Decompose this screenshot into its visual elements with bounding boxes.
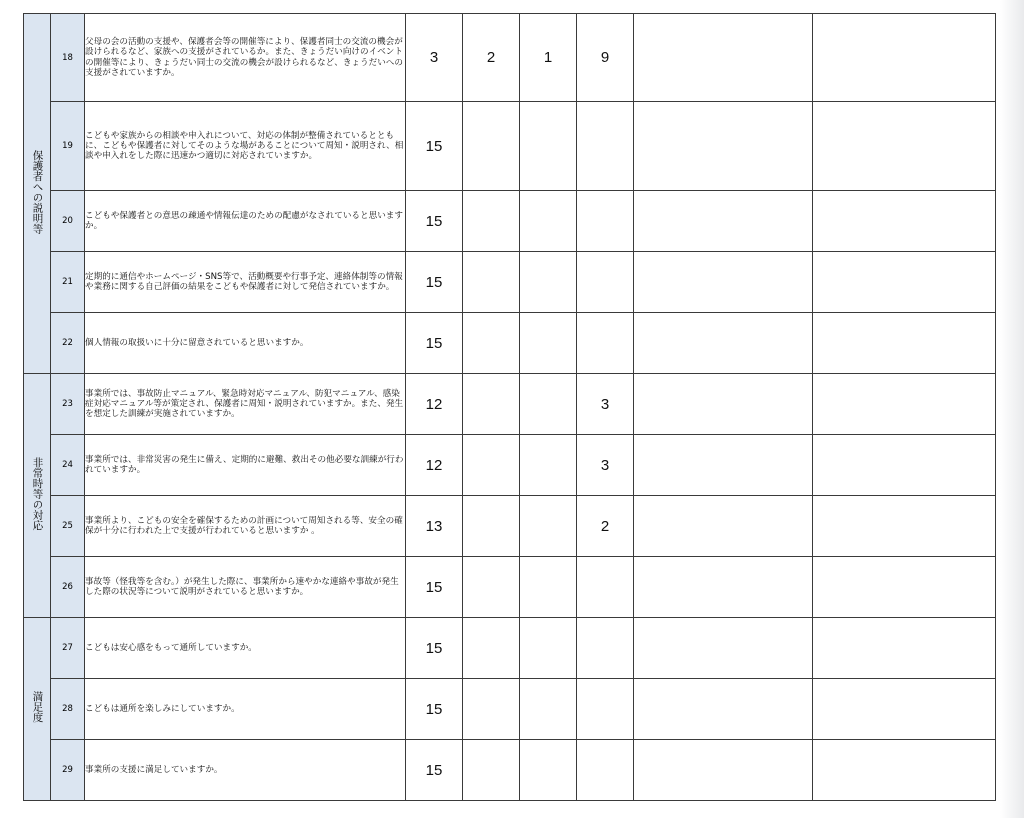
table-row [24, 191, 996, 252]
count-cell-2 [463, 618, 520, 679]
question-text: 父母の会の活動の支援や、保護者会等の開催等により、保護者同士の交流の機会が設けられるなど、家族への支援がされているか。また、きょうだい向けのイベントの開催等により、きょうだい同士の交流の機会が設けられるなど、きょうだいへの支援がされていますか。 [85, 14, 406, 102]
category-cell-satisfaction [24, 618, 51, 801]
count-cell-1: 15 [406, 313, 463, 374]
response-cell [813, 557, 996, 618]
count-cell-3 [520, 191, 577, 252]
comment-cell [634, 435, 813, 496]
comment-cell [634, 374, 813, 435]
category-label: 満足度 [31, 691, 44, 723]
question-text: 定期的に通信やホームページ・SNS等で、活動概要や行事予定、連絡体制等の情報や業務に関する自己評価の結果をこどもや保護者に対して発信されていますか。 [85, 252, 406, 313]
category-label: 非常時等の対応 [31, 456, 44, 531]
count-cell-3 [520, 557, 577, 618]
count-cell-4 [577, 102, 634, 191]
comment-cell [634, 102, 813, 191]
count-cell-4 [577, 252, 634, 313]
table-row [24, 374, 996, 435]
count-cell-2 [463, 191, 520, 252]
response-cell [813, 496, 996, 557]
count-cell-3 [520, 618, 577, 679]
question-text: 事故等（怪我等を含む。）が発生した際に、事業所から速やかな連絡や事故が発生した際の状況等について説明がされていると思いますか。 [85, 557, 406, 618]
count-cell-2 [463, 102, 520, 191]
question-text: 事業所では、非常災害の発生に備え、定期的に避難、救出その他必要な訓練が行われていますか。 [85, 435, 406, 496]
count-cell-3 [520, 252, 577, 313]
question-number: 25 [51, 496, 85, 557]
count-cell-4 [577, 740, 634, 801]
question-number: 21 [51, 252, 85, 313]
count-cell-1: 15 [406, 679, 463, 740]
table-row [24, 102, 996, 191]
response-cell [813, 191, 996, 252]
table-row [24, 557, 996, 618]
count-cell-4 [577, 313, 634, 374]
count-cell-3: 1 [520, 14, 577, 102]
question-number: 26 [51, 557, 85, 618]
count-cell-2 [463, 313, 520, 374]
question-number: 28 [51, 679, 85, 740]
response-cell [813, 618, 996, 679]
count-cell-3 [520, 435, 577, 496]
count-cell-1: 15 [406, 740, 463, 801]
count-cell-4 [577, 191, 634, 252]
count-cell-3 [520, 496, 577, 557]
question-number: 24 [51, 435, 85, 496]
count-cell-2 [463, 679, 520, 740]
table-row [24, 740, 996, 801]
category-cell-emergency [24, 374, 51, 618]
count-cell-3 [520, 313, 577, 374]
response-cell [813, 374, 996, 435]
response-cell [813, 102, 996, 191]
comment-cell [634, 557, 813, 618]
count-cell-2 [463, 252, 520, 313]
response-cell [813, 679, 996, 740]
comment-cell [634, 740, 813, 801]
table-row [24, 618, 996, 679]
category-cell-explanation [24, 14, 51, 374]
comment-cell [634, 313, 813, 374]
count-cell-4 [577, 557, 634, 618]
question-number: 20 [51, 191, 85, 252]
count-cell-1: 12 [406, 435, 463, 496]
count-cell-2 [463, 740, 520, 801]
category-label: 保護者への説明等 [31, 149, 44, 234]
question-number: 19 [51, 102, 85, 191]
count-cell-1: 3 [406, 14, 463, 102]
page-edge-shadow [1000, 0, 1024, 818]
table-row [24, 252, 996, 313]
comment-cell [634, 496, 813, 557]
count-cell-1: 15 [406, 102, 463, 191]
count-cell-3 [520, 374, 577, 435]
table-row [24, 679, 996, 740]
comment-cell [634, 252, 813, 313]
survey-table [23, 13, 996, 801]
question-number: 18 [51, 14, 85, 102]
table-row [24, 313, 996, 374]
response-cell [813, 14, 996, 102]
question-number: 29 [51, 740, 85, 801]
count-cell-4 [577, 618, 634, 679]
count-cell-4: 3 [577, 435, 634, 496]
count-cell-2: 2 [463, 14, 520, 102]
count-cell-1: 15 [406, 252, 463, 313]
question-text: 個人情報の取扱いに十分に留意されていると思いますか。 [85, 313, 406, 374]
question-text: 事業所の支援に満足していますか。 [85, 740, 406, 801]
count-cell-3 [520, 102, 577, 191]
count-cell-2 [463, 435, 520, 496]
table-row [24, 496, 996, 557]
question-text: こどもは通所を楽しみにしていますか。 [85, 679, 406, 740]
count-cell-4 [577, 679, 634, 740]
comment-cell [634, 679, 813, 740]
count-cell-4: 9 [577, 14, 634, 102]
count-cell-3 [520, 679, 577, 740]
count-cell-2 [463, 496, 520, 557]
question-text: 事業所より、こどもの安全を確保するための計画について周知される等、安全の確保が十分に行われた上で支援が行われていると思いますか 。 [85, 496, 406, 557]
count-cell-1: 15 [406, 191, 463, 252]
count-cell-1: 15 [406, 557, 463, 618]
count-cell-3 [520, 740, 577, 801]
question-text: こどもや家族からの相談や申入れについて、対応の体制が整備されているとともに、こどもや保護者に対してそのような場があることについて周知・説明され、相談や申入れをした際に迅速かつ適切に対応されていますか。 [85, 102, 406, 191]
count-cell-1: 15 [406, 618, 463, 679]
count-cell-1: 12 [406, 374, 463, 435]
response-cell [813, 313, 996, 374]
response-cell [813, 740, 996, 801]
count-cell-4: 3 [577, 374, 634, 435]
question-text: 事業所では、事故防止マニュアル、緊急時対応マニュアル、防犯マニュアル、感染症対応マニュアル等が策定され、保護者に周知・説明されていますか。また、発生を想定した訓練が実施されていますか。 [85, 374, 406, 435]
comment-cell [634, 191, 813, 252]
response-cell [813, 435, 996, 496]
question-number: 27 [51, 618, 85, 679]
count-cell-2 [463, 557, 520, 618]
question-text: こどもや保護者との意思の疎通や情報伝達のための配慮がなされていると思いますか。 [85, 191, 406, 252]
question-number: 23 [51, 374, 85, 435]
count-cell-1: 13 [406, 496, 463, 557]
count-cell-2 [463, 374, 520, 435]
response-cell [813, 252, 996, 313]
comment-cell [634, 14, 813, 102]
question-number: 22 [51, 313, 85, 374]
table-row [24, 14, 996, 102]
table-row [24, 435, 996, 496]
comment-cell [634, 618, 813, 679]
question-text: こどもは安心感をもって通所していますか。 [85, 618, 406, 679]
count-cell-4: 2 [577, 496, 634, 557]
